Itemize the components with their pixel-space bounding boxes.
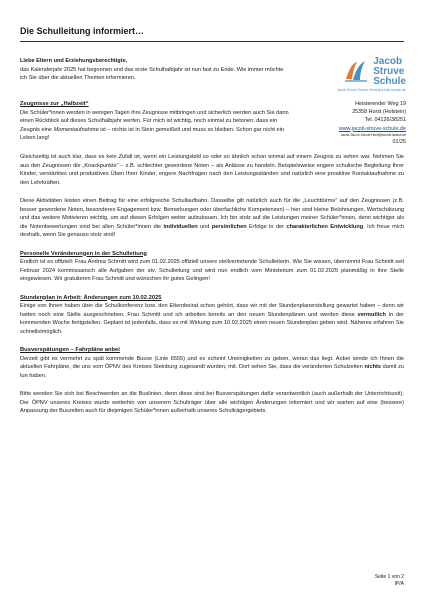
zeugnis-heading: Zeugnisse zur „Halbzeit“ <box>20 101 89 107</box>
page-title: Die Schulleitung informiert… <box>20 26 145 36</box>
bus-p1-a: Derzeit gibt es vermehrt zu spät kommende Busse (Linie 6555) und es scheint Uneinigkeiten zu geben, woran das liegt. Anbei sende ich Ihnen die aktuellen Fahrpläne, die uns vom ÖPNV des Kreises Steinburg zugesandt wurden, mit. Dort sehen Sie, dass die veränderten Schulzeiten <box>20 355 404 371</box>
zeugnis-p1-b: ist – nichts ist in Stein gemeißelt und muss so bleiben. Schon gar nicht ein Leben lang! <box>20 126 284 142</box>
zeugnis-paragraph-3 <box>20 197 404 240</box>
bus-paragraph-1 <box>20 355 404 381</box>
zeugnis-p3-a: Diese Aktivitäten leisten einen Beitrag für eine erfolgreiche Schullaufbahn. Dasselbe gilt natürlich auch für die „Leuchttürme“ auf den Zeugnissen (z.B. besser gewordene Noten, besonderes Engagement bzw. Bemerkungen oder überfachliche Kompetenzen) – hier sind kleine Belohnungen, Wertschätzung und das weitere Motivieren wichtig, um auf diesen Erfolgen weiter aufzubauen. Ich bin stolz auf die Leistungen meiner Schüler*innen, denn wichtiger als die Notenbewertungen sind bei allen Schüler*innen die <box>20 197 404 230</box>
zeugnis-p1-a: Die Schüler*innen werden in wenigen Tagen ihre Zeugnisse mitbringen und sicherlich werden auch Sie dann einen Rückblick auf dieses Schulhalbjahr werfen. Für mich ist wichtig, noch einmal zu betonen, dass ein Zeugnis eine <box>20 109 289 133</box>
page-footer <box>375 574 404 588</box>
logo-line-2: Struve <box>373 66 405 77</box>
intro <box>20 57 288 83</box>
stundenplan-text-c: in der kommenden Woche fertigstellen. Geplant ist jedenfalls, dass es mit Wirkung zum 10.02.2025 einen neuen Stundenplan geben wird. Näheres erfahren Sie schnellstmöglich. <box>20 311 404 335</box>
stundenplan-text-b: vermutlich <box>357 311 386 318</box>
zeugnis-p3-b3: charakterlichen Entwicklung <box>286 223 364 230</box>
address-street: Heisterender Weg 19 <box>355 101 406 107</box>
zeugnis-p3-b2: persönlichen <box>211 223 247 230</box>
zeugnis-paragraph-2: Gleichzeitig ist auch klar, dass es kein Zufall ist, wenn ein Leistungsbild so oder so ähnlich schon einmal auf einem Zeugnis zu sehen war. Nehmen Sie aus den Zeugnissen die „Knackpunkte“ – z.B. schlechter gewordene Noten – als Anlässe zu handeln. Beispielsweise engere schulische Begleitung Ihrer Kinder, verstärktes und produktives Üben Ihrer Kinder, engere Nachfragen nach den Leistungsständen und natürlich eine proaktive Kontaktaufnahme zu den Lehrkräften. <box>20 154 404 186</box>
zeugnis-p3-mid: und <box>197 223 212 230</box>
bus-heading: Busverspätungen – Fahrpläne anbei <box>20 347 120 354</box>
intro-text: das Kalenderjahr 2025 hat begonnen und das erste Schulhalbjahr ist nun fast zu Ende. Wie immer möchte ich Sie über die aktuellen Themen informieren. <box>20 66 284 82</box>
bus-p1-c: damit zu tun haben. <box>20 364 404 379</box>
school-logo-icon <box>343 59 369 83</box>
page-number: Seite 1 von 2 <box>374 574 404 580</box>
school-logo <box>302 57 406 92</box>
bus-p1-b: nichts <box>364 364 381 371</box>
stundenplan-text-a: Einige von Ihnen haben über die Schulkonferenz bzw. den Elternbeirat schon gehört, dass wir mit der Stundenplanerstellung gewartet haben – denn wir hatten noch eine Stelle ausgeschrieben. Frau Schmitt und ich arbeiten bereits an den neuen Stundenplänen und werden diese <box>20 303 404 318</box>
title-divider <box>20 41 404 42</box>
main-content <box>20 153 404 425</box>
stundenplan-heading: Stundenplan in Arbeit: Änderungen zum 10.02.2025 <box>20 294 162 301</box>
school-address <box>300 100 406 146</box>
greeting: Liebe Eltern und Erziehungsberechtigte, <box>20 58 128 64</box>
address-city: 25358 Horst (Holstein) <box>352 109 406 116</box>
stundenplan-paragraph <box>20 302 404 336</box>
logo-line-3: Schule <box>373 76 406 87</box>
website-link[interactable]: www.jacob-struve-schule.de <box>338 125 406 132</box>
zeugnis-p3-mid2: Erfolge in der <box>246 223 287 230</box>
personal-paragraph: Endlich ist es offiziell: Frau Andrea Schmitt wird zum 01.02.2025 offiziell unsere stellvertretende Schulleiterin. Wie Sie wissen, übernimmt Frau Schmitt seit Februar 2024 kommissarisch alle Aufgaben der stv. Schulleitung und wird nun endlich vom Ministerium zum 01.02.2025 planmäßig in ihre Stelle eingewiesen. Wir gratulieren Frau Schmitt und wünschen ihr gutes Gelingen! <box>20 259 404 283</box>
personal-heading: Personelle Veränderungen in der Schulleitung <box>20 250 147 257</box>
issue-number: 01/25 <box>392 138 406 145</box>
zeugnis-p1-em: Momentaufnahme <box>53 126 99 133</box>
logo-subline: Jacob Struve Schule Horst@schule.landsh.de <box>336 88 406 92</box>
address-phone: Tel. 04126/38251 <box>364 117 406 124</box>
zeugnis-p3-end: . Ich freue mich deshalb, wenn Sie genauso stolz sind! <box>20 223 404 239</box>
author-initials: IP/A <box>394 581 404 587</box>
zeugnis-intro-section <box>20 100 290 143</box>
logo-wordmark <box>373 57 406 87</box>
bus-paragraph-2: Bitte wenden Sie sich bei Beschwerden an die Buslinien, denn diese sind bei Busverspätungen dafür verantwortlich (auch außerhalb der Unterrichtszeit). Der ÖPNV unseres Kreises wurde weiterhin von unserem Schulträger über alle wichtigen Änderungen informiert und wir warten auf eine (bessere) Anpassung der Buszeiten auch für diejenigen Schüler*innen außerhalb unseres Schulträgergebiets. <box>20 391 404 415</box>
logo-line-1: Jacob <box>373 56 403 67</box>
school-email: Jacob-Struve-Schule.Horst@schule.landsh.de <box>340 132 406 137</box>
zeugnis-p3-b1: individuellen <box>163 223 198 230</box>
